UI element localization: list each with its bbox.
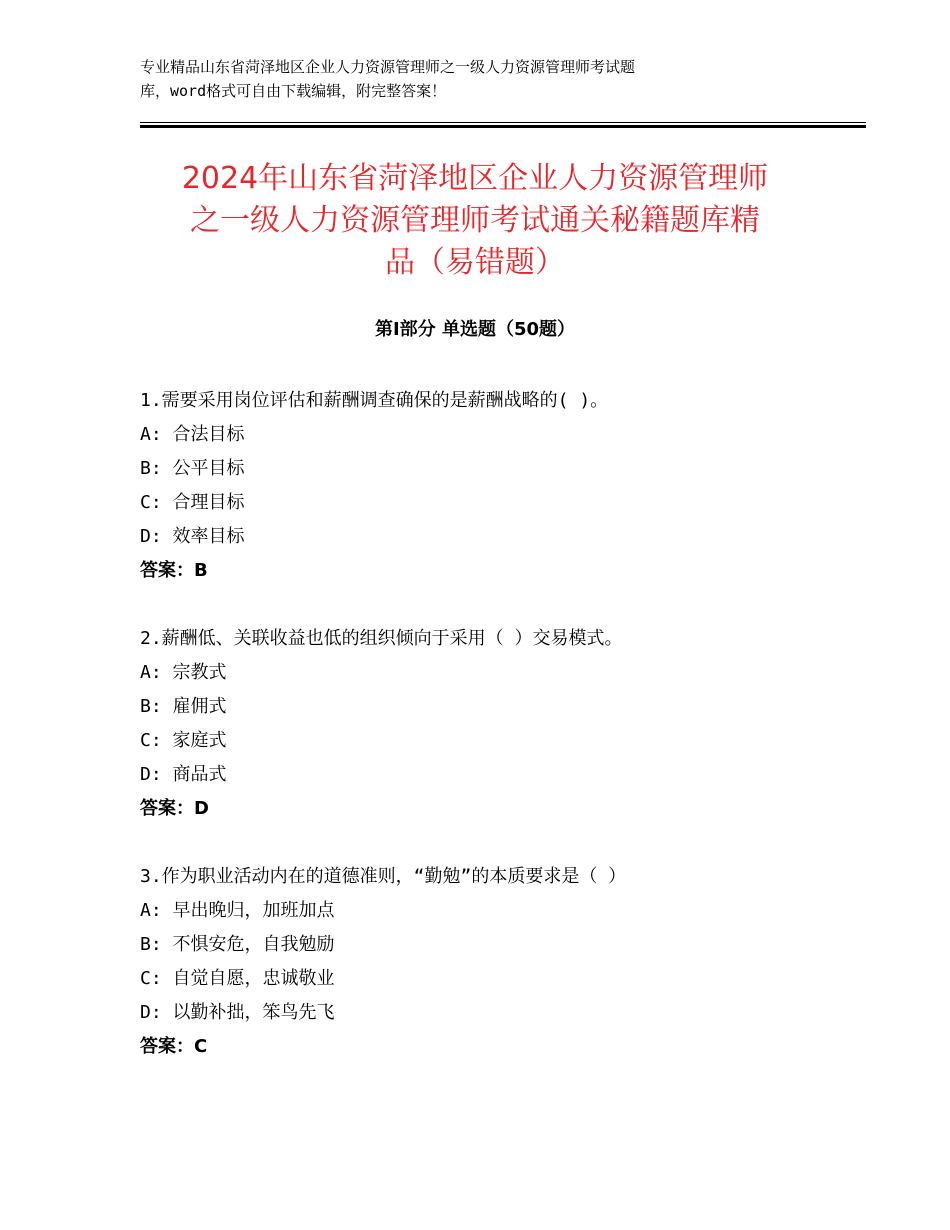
option-c: C: 家庭式 bbox=[140, 730, 227, 751]
title-line2: 之一级人力资源管理师考试通关秘籍题库精 bbox=[190, 203, 760, 238]
question-stem: 3.作为职业活动内在的道德准则，“勤勉”的本质要求是（ ） bbox=[140, 866, 627, 887]
question-list bbox=[140, 384, 860, 1098]
answer: 答案：C bbox=[140, 1036, 208, 1057]
header-divider-thick bbox=[140, 125, 866, 128]
header-note-line2: 库，word格式可自由下载编辑，附完整答案！ bbox=[140, 82, 447, 100]
question-stem: 1.需要采用岗位评估和薪酬调查确保的是薪酬战略的( )。 bbox=[140, 390, 609, 411]
question-1 bbox=[140, 384, 860, 588]
question-3 bbox=[140, 860, 860, 1064]
header-note bbox=[140, 55, 820, 103]
option-d: D: 以勤补拙，笨鸟先飞 bbox=[140, 1002, 335, 1023]
question-2 bbox=[140, 622, 860, 826]
option-b: B: 不惧安危，自我勉励 bbox=[140, 934, 335, 955]
option-d: D: 效率目标 bbox=[140, 526, 245, 547]
question-stem: 2.薪酬低、关联收益也低的组织倾向于采用（ ）交易模式。 bbox=[140, 628, 623, 649]
option-c: C: 合理目标 bbox=[140, 492, 245, 513]
option-d: D: 商品式 bbox=[140, 764, 227, 785]
header-divider-thin bbox=[140, 122, 866, 123]
option-b: B: 雇佣式 bbox=[140, 696, 227, 717]
option-c: C: 自觉自愿，忠诚敬业 bbox=[140, 968, 335, 989]
title-line1: 2024年山东省菏泽地区企业人力资源管理师 bbox=[181, 161, 769, 196]
section-title: 第Ⅰ部分 单选题（50题） bbox=[374, 319, 575, 340]
answer: 答案：D bbox=[140, 798, 209, 819]
document-title bbox=[120, 158, 830, 284]
option-a: A: 合法目标 bbox=[140, 424, 245, 445]
option-b: B: 公平目标 bbox=[140, 458, 245, 479]
option-a: A: 早出晚归，加班加点 bbox=[140, 900, 335, 921]
header-note-line1: 专业精品山东省菏泽地区企业人力资源管理师之一级人力资源管理师考试题 bbox=[140, 58, 636, 76]
option-a: A: 宗教式 bbox=[140, 662, 227, 683]
title-line3: 品（易错题） bbox=[385, 245, 565, 280]
answer: 答案：B bbox=[140, 560, 208, 581]
